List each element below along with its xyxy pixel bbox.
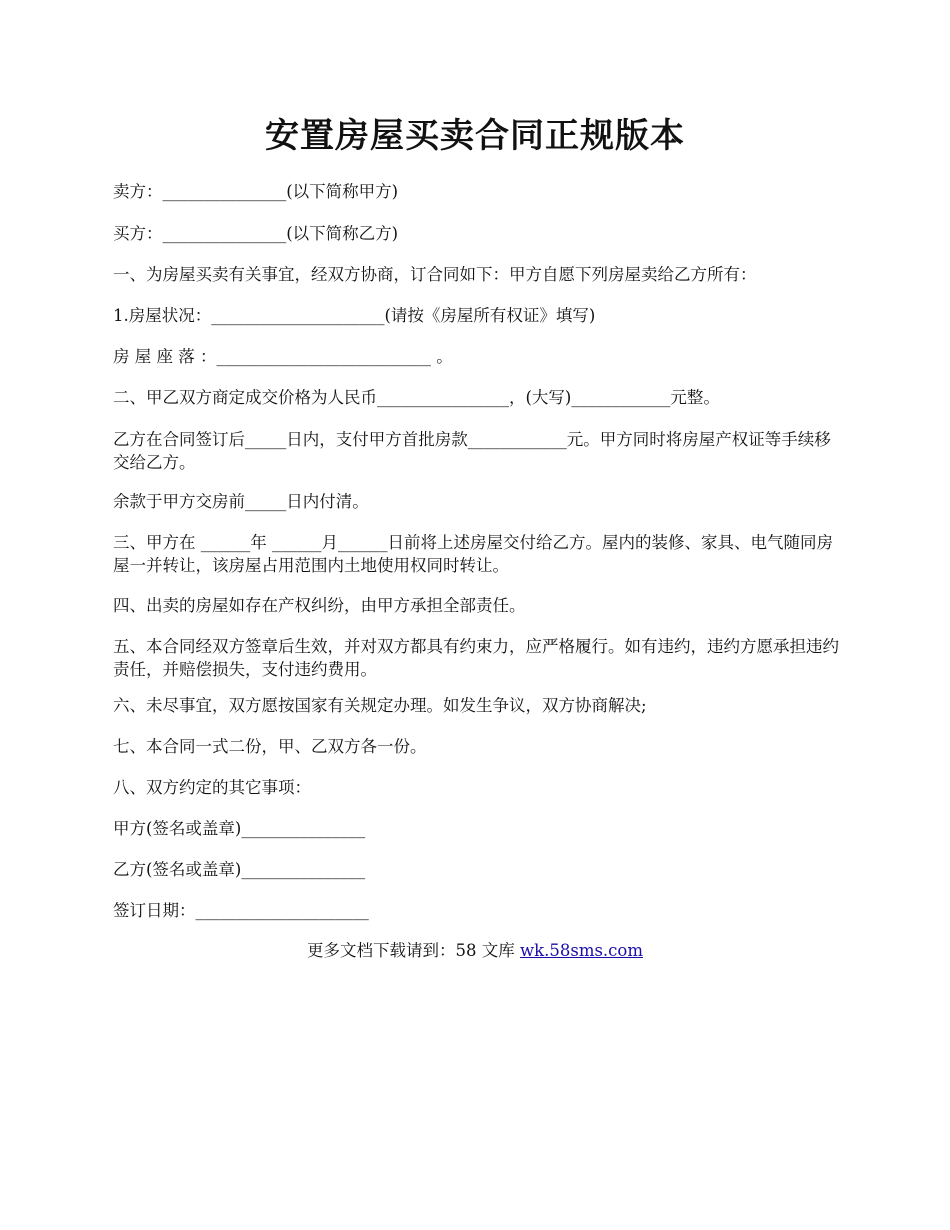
house-location-line: 房 屋 座 落 ：__________________________ 。 bbox=[113, 347, 453, 366]
party-a-signature: 甲方(签名或盖章)_______________ bbox=[113, 819, 366, 838]
seller-line: 卖方：_______________(以下简称甲方) bbox=[113, 182, 399, 201]
balance-payment-line: 余款于甲方交房前_____日内付清。 bbox=[113, 492, 369, 511]
clause-1-intro: 一、为房屋买卖有关事宜，经双方协商，订合同如下：甲方自愿下列房屋卖给乙方所有： bbox=[113, 265, 757, 284]
footer-link[interactable]: wk.58sms.com bbox=[519, 941, 643, 960]
document-title: 安置房屋买卖合同正规版本 bbox=[265, 116, 685, 156]
clause-3-delivery: 三、甲方在 ______年 ______月______日前将上述房屋交付给乙方。屋内的装修、家具、电气随同房屋一并转让，该房屋占用范围内土地使用权同时转让。 bbox=[113, 533, 833, 575]
footer bbox=[0, 939, 950, 962]
clause-7-copies: 七、本合同一式二份，甲、乙双方各一份。 bbox=[113, 737, 427, 756]
clause-4-dispute: 四、出卖的房屋如存在产权纠纷，由甲方承担全部责任。 bbox=[113, 596, 526, 615]
signing-date: 签订日期：_____________________ bbox=[113, 901, 369, 920]
house-status-line: 1.房屋状况：_____________________(请按《房屋所有权证》填写) bbox=[113, 306, 596, 325]
clause-8-other: 八、双方约定的其它事项： bbox=[113, 778, 311, 797]
footer-prefix: 更多文档下载请到：58 文库 bbox=[306, 941, 520, 960]
buyer-line: 买方：_______________(以下简称乙方) bbox=[113, 224, 399, 243]
party-b-signature: 乙方(签名或盖章)_______________ bbox=[113, 860, 366, 879]
clause-5-effect: 五、本合同经双方签章后生效，并对双方都具有约束力，应严格履行。如有违约，违约方愿承担违约责任，并赔偿损失，支付违约费用。 bbox=[113, 637, 839, 679]
clause-2-price: 二、甲乙双方商定成交价格为人民币________________，(大写)____________元整。 bbox=[113, 388, 720, 407]
clause-6-unresolved: 六、未尽事宜，双方愿按国家有关规定办理。如发生争议，双方协商解决; bbox=[113, 696, 647, 715]
first-payment-paragraph: 乙方在合同签订后_____日内，支付甲方首批房款____________元。甲方同时将房屋产权证等手续移交给乙方。 bbox=[113, 430, 831, 472]
